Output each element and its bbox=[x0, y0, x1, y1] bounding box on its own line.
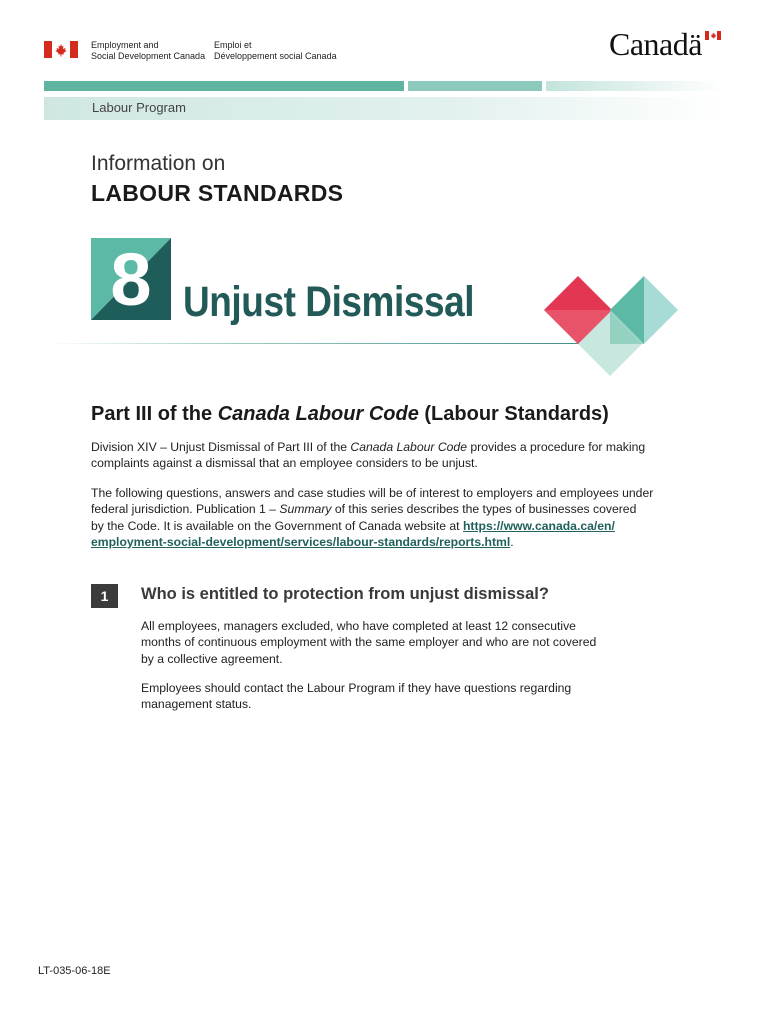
dept-fr-line2: Développement social Canada bbox=[214, 51, 337, 61]
intro-paragraph-2: The following questions, answers and case studies will be of interest to employers and employees under federal jurisdiction. Publication 1 – Summary of this series describes the types of businesses covered by the Code. It is available on the Government of Canada website at https://www.canada.ca/en/ employment-social-development/services/labour-standards/reports.html. bbox=[91, 486, 654, 549]
title-divider bbox=[48, 343, 580, 344]
program-label: Labour Program bbox=[92, 100, 186, 115]
dept-en-line2: Social Development Canada bbox=[91, 51, 206, 61]
intro-paragraph-1: Division XIV – Unjust Dismissal of Part III of the Canada Labour Code provides a procedure for making complaints against a dismissal that an employee considers to be unjust. bbox=[91, 440, 646, 471]
section-heading bbox=[91, 403, 609, 426]
canada-wordmark: Canadä bbox=[609, 26, 702, 62]
page-title: Unjust Dismissal bbox=[183, 278, 475, 326]
department-name-en bbox=[91, 40, 205, 62]
dept-en-line1: Employment and bbox=[91, 40, 159, 50]
title-labour-standards: LABOUR STANDARDS bbox=[91, 180, 344, 206]
header-stripe-mid bbox=[408, 81, 542, 91]
document-code: LT-035-06-18E bbox=[38, 965, 111, 977]
maple-leaf-icon bbox=[54, 43, 68, 57]
answer-paragraph-2: Employees should contact the Labour Program if they have questions regarding management status. bbox=[141, 681, 572, 712]
wordmark-maple-leaf-icon bbox=[710, 32, 717, 39]
question-number-badge: 1 bbox=[91, 584, 118, 608]
reports-link-part1[interactable]: https://www.canada.ca/en/ bbox=[462, 518, 615, 533]
canada-flag-icon bbox=[44, 41, 78, 58]
dept-fr-line1: Emploi et bbox=[214, 40, 252, 50]
header-stripe-light bbox=[546, 81, 722, 91]
section-heading-code: Canada Labour Code bbox=[217, 403, 419, 425]
title-information-on: Information on bbox=[91, 152, 226, 175]
answer-paragraph-1: All employees, managers excluded, who have completed at least 12 consecutive months of continuous employment with the same employer and who are not covered by a collective agreement. bbox=[141, 619, 597, 666]
section-heading-pre: Part III of the bbox=[91, 403, 218, 425]
decorative-diamonds bbox=[540, 272, 682, 382]
publication-number: 8 bbox=[110, 238, 152, 320]
question-title: Who is entitled to protection from unjust dismissal? bbox=[141, 585, 549, 603]
section-heading-post: (Labour Standards) bbox=[418, 403, 609, 425]
publication-number-box bbox=[91, 238, 171, 320]
header-stripe-dark bbox=[44, 81, 404, 91]
wordmark-flag-icon bbox=[705, 31, 721, 40]
reports-link-part2[interactable]: employment-social-development/services/labour-standards/reports.html bbox=[91, 534, 511, 549]
department-name-fr bbox=[214, 40, 337, 62]
